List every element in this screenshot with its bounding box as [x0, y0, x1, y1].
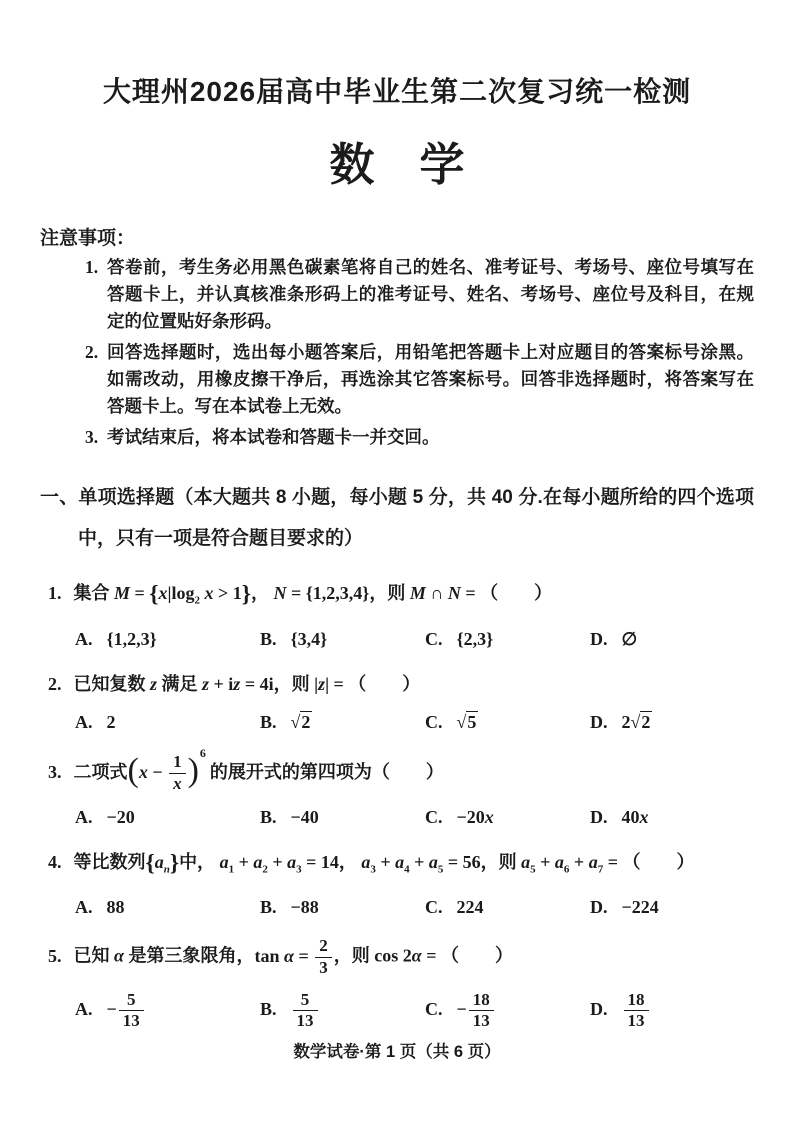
question-number: 5.: [48, 945, 62, 966]
option-label: C.: [425, 806, 443, 827]
subject-title: 数 学: [329, 139, 465, 190]
notice-item: [40, 339, 754, 420]
section-heading: 一、单项选择题（本大题共 8 小题，每小题 5 分，共 40 分.在每小题所给的四个选项中，只有一项是符合题目要求的）: [40, 487, 754, 549]
exam-title: 大理州2026届高中毕业生第二次复习统一检测: [102, 76, 692, 107]
option: [75, 629, 260, 650]
option-label: D.: [590, 628, 608, 649]
notice-item-text: 答卷前，考生务必用黑色碳素笔将自己的姓名、准考证号、考场号、座位号填写在答题卡上，并认真核准条形码上的准考证号、姓名、考场号、座位号及科目，在规定的位置贴好条形码。: [107, 257, 754, 331]
option-value: −20x: [456, 806, 494, 827]
notice-item-number: 3.: [85, 427, 99, 447]
question-stem: [40, 578, 754, 616]
option: [425, 629, 590, 650]
question-options: [40, 807, 754, 828]
notice-item: [40, 254, 754, 335]
question-number: 3.: [48, 761, 62, 782]
option-label: A.: [75, 998, 93, 1019]
option-label: A.: [75, 806, 93, 827]
question-stem: [40, 937, 754, 977]
option-label: C.: [425, 998, 443, 1019]
notice-item-number: 2.: [85, 342, 99, 362]
option-label: D.: [590, 897, 608, 918]
option-value: $\frac{18}{13}$: [622, 999, 651, 1019]
option: [260, 629, 425, 650]
question-text: 已知复数 z 满足 z + iz = 4i，则 |z| = （ ）: [73, 673, 421, 694]
option-value: {2,3}: [456, 628, 494, 649]
option-label: B.: [260, 897, 277, 918]
option-label: B.: [260, 711, 277, 732]
option: [75, 897, 260, 918]
option-value: {1,2,3}: [106, 628, 157, 649]
question-block: [40, 578, 754, 650]
option: [75, 807, 260, 828]
question-block: [40, 847, 754, 919]
question-number: 1.: [48, 583, 62, 603]
option-label: C.: [425, 711, 443, 732]
question-text: 已知 α 是第三象限角，tan α = $\frac{2}{3}$ ，则 cos 2α = （ ）: [73, 936, 513, 977]
option-label: A.: [75, 628, 93, 649]
question-text: 集合 $M = \{x|\log_2$ x > 1}， N = {1,2,3,4}，则 M ∩ N = （ ）: [73, 580, 553, 607]
option: [260, 807, 425, 828]
option: [590, 629, 754, 650]
option-value: −88: [290, 897, 319, 918]
option-value: {3,4}: [290, 628, 328, 649]
option: [75, 712, 260, 733]
question-options: [40, 712, 754, 733]
question-number: 4.: [48, 851, 62, 872]
question-stem: [40, 745, 754, 794]
option-label: D.: [590, 806, 608, 827]
option-value: 2: [106, 711, 116, 732]
question-block: [40, 745, 754, 828]
option: [425, 991, 590, 1031]
option-value: − $\frac{5}{13}$: [107, 999, 146, 1019]
question-options: [40, 991, 754, 1031]
question-text: 等比数列$\{a_n\}$中， $a_1 + a_2 + a_3 = 14$， $a_3 + a_4 + a_5 = 56$，则 $a_5 + a_6 + a_7$ = （ ）: [73, 849, 695, 876]
option-label: A.: [75, 711, 93, 732]
notice-heading: 注意事项：: [40, 228, 136, 249]
question-block: [40, 937, 754, 1031]
page-footer: 数学试卷·第 1 页（共 6 页）: [293, 1043, 501, 1061]
option-label: D.: [590, 711, 608, 732]
option: [590, 991, 754, 1031]
option-value: −20: [106, 806, 135, 827]
option-value: −40: [290, 806, 319, 827]
notice-item: [40, 424, 754, 451]
option-value: −224: [621, 897, 659, 918]
option: [590, 712, 754, 733]
option-value: 88: [106, 897, 125, 918]
notice-item-text: 回答选择题时，选出每小题答案后，用铅笔把答题卡上对应题目的答案标号涂黑。如需改动，用橡皮擦干净后，再选涂其它答案标号。回答非选择题时，将答案写在答题卡上。写在本试卷上无效。: [107, 342, 754, 416]
option-label: C.: [425, 628, 443, 649]
question-options: [40, 897, 754, 918]
option-label: D.: [590, 998, 608, 1019]
option-value: √5: [456, 711, 477, 732]
option-value: $\frac{5}{13}$: [291, 999, 320, 1019]
question-stem: [40, 669, 754, 699]
option-label: A.: [75, 897, 93, 918]
option-value: √2: [290, 711, 311, 732]
question-number: 2.: [48, 673, 62, 694]
option: [260, 712, 425, 733]
option-label: B.: [260, 998, 277, 1019]
option-value: 224: [456, 897, 484, 918]
question-block: [40, 669, 754, 733]
option-label: B.: [260, 628, 277, 649]
option: [425, 807, 590, 828]
question-stem: [40, 847, 754, 885]
option-value: ∅: [621, 628, 638, 649]
option: [425, 712, 590, 733]
question-options: [40, 629, 754, 650]
option: [260, 897, 425, 918]
option-value: 40x: [621, 806, 649, 827]
option-label: B.: [260, 806, 277, 827]
option-value: − $\frac{18}{13}$: [457, 999, 496, 1019]
option-value: 2√2: [621, 711, 651, 732]
notice-item-text: 考试结束后，将本试卷和答题卡一并交回。: [107, 427, 440, 447]
option: [75, 991, 260, 1031]
option: [425, 897, 590, 918]
question-text: 二项式(x − $\frac{1}{x}$ )$^6$ 的展开式的第四项为（ ）: [73, 745, 444, 793]
notice-item-number: 1.: [85, 257, 99, 277]
option: [260, 991, 425, 1031]
option: [590, 897, 754, 918]
option: [590, 807, 754, 828]
option-label: C.: [425, 897, 443, 918]
